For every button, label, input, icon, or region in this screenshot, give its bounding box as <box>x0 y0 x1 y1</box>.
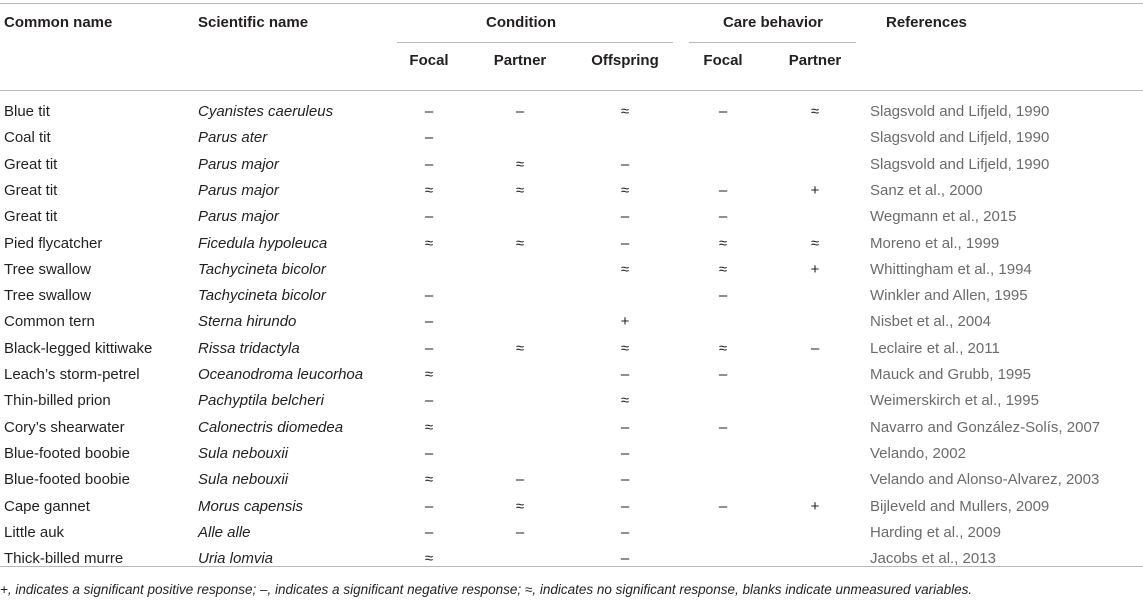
condition-offspring-cell: – <box>620 208 630 226</box>
condition-focal-cell: – <box>424 339 434 357</box>
reference-cell: Mauck and Grubb, 1995 <box>870 366 1031 383</box>
condition-offspring-cell: ≈ <box>620 260 630 278</box>
care-focal-cell: ≈ <box>718 260 728 278</box>
condition-focal-cell: – <box>424 313 434 331</box>
condition-offspring-cell: – <box>620 366 630 383</box>
scientific-name-cell: Parus major <box>198 181 279 199</box>
condition-offspring-cell: – <box>620 497 630 515</box>
table-footnote: +, indicates a significant positive response; –, indicates a significant negative response; ≈, indicates no significant response, blanks indicate unmeasured variables. <box>0 582 973 597</box>
common-name-cell: Blue tit <box>4 103 50 120</box>
scientific-name-cell: Pachyptila belcheri <box>198 392 324 410</box>
reference-cell: Nisbet et al., 2004 <box>870 313 991 331</box>
reference-cell: Navarro and González-Solís, 2007 <box>870 418 1101 436</box>
condition-focal-cell: – <box>424 444 434 462</box>
common-name-cell: Little auk <box>4 523 65 541</box>
care-focal-cell: – <box>718 287 728 305</box>
common-name-cell: Cory’s shearwater <box>4 418 125 436</box>
condition-offspring-cell: ≈ <box>620 339 630 357</box>
scientific-name-cell: Ficedula hypoleuca <box>198 234 328 252</box>
common-name-cell: Black-legged kittiwake <box>4 339 153 357</box>
care-focal-cell: – <box>718 366 728 383</box>
care-partner-cell: + <box>810 497 820 515</box>
condition-offspring-cell: – <box>620 418 630 436</box>
table-row <box>0 546 1143 572</box>
care-focal-cell: ≈ <box>718 234 728 252</box>
reference-cell: Slagsvold and Lifjeld, 1990 <box>870 155 1050 173</box>
header-care-partner: Partner <box>788 52 842 69</box>
condition-offspring-cell: – <box>620 155 630 173</box>
table-header <box>0 4 1143 91</box>
scientific-name-cell: Parus major <box>198 155 279 173</box>
scientific-name-cell: Rissa tridactyla <box>198 339 300 357</box>
condition-focal-cell: – <box>424 497 434 515</box>
header-care-focal: Focal <box>703 52 743 69</box>
header-common-name: Common name <box>4 14 113 31</box>
condition-group-rule <box>397 42 673 43</box>
condition-offspring-cell: – <box>620 444 630 462</box>
scientific-name-cell: Sula nebouxii <box>198 444 289 462</box>
header-condition-focal: Focal <box>409 52 449 69</box>
condition-focal-cell: ≈ <box>424 550 434 568</box>
common-name-cell: Leach’s storm-petrel <box>4 366 140 383</box>
scientific-name-cell: Tachycineta bicolor <box>198 260 326 278</box>
condition-offspring-cell: + <box>620 313 630 331</box>
table-row <box>0 309 1143 335</box>
care-partner-cell: – <box>810 339 820 357</box>
common-name-cell: Blue-footed boobie <box>4 444 130 462</box>
reference-cell: Slagsvold and Lifjeld, 1990 <box>870 103 1050 120</box>
header-care-behavior: Care behavior <box>722 14 824 31</box>
reference-cell: Velando, 2002 <box>870 444 966 462</box>
reference-cell: Winkler and Allen, 1995 <box>870 287 1028 305</box>
condition-partner-cell: – <box>515 471 525 489</box>
common-name-cell: Tree swallow <box>4 287 91 305</box>
care-partner-cell: ≈ <box>810 234 820 252</box>
common-name-cell: Pied flycatcher <box>4 234 103 252</box>
table-row <box>0 152 1143 178</box>
condition-offspring-cell: ≈ <box>620 392 630 410</box>
table-row <box>0 283 1143 309</box>
table-row <box>0 125 1143 151</box>
reference-cell: Moreno et al., 1999 <box>870 234 1000 252</box>
condition-offspring-cell: ≈ <box>620 103 630 120</box>
condition-focal-cell: – <box>424 208 434 226</box>
table-row <box>0 362 1143 388</box>
condition-focal-cell: – <box>424 287 434 305</box>
scientific-name-cell: Morus capensis <box>198 497 304 515</box>
condition-partner-cell: – <box>515 523 525 541</box>
table-row <box>0 467 1143 493</box>
scientific-name-cell: Tachycineta bicolor <box>198 287 326 305</box>
scientific-name-cell: Parus major <box>198 208 279 226</box>
condition-focal-cell: – <box>424 523 434 541</box>
common-name-cell: Coal tit <box>4 129 51 147</box>
condition-partner-cell: ≈ <box>515 497 525 515</box>
common-name-cell: Great tit <box>4 208 58 226</box>
header-references: References <box>886 14 967 31</box>
header-condition: Condition <box>486 14 556 31</box>
reference-cell: Sanz et al., 2000 <box>870 181 983 199</box>
header-condition-offspring: Offspring <box>591 52 659 69</box>
condition-offspring-cell: – <box>620 523 630 541</box>
condition-offspring-cell: – <box>620 471 630 489</box>
condition-offspring-cell: – <box>620 234 630 252</box>
care-partner-cell: ≈ <box>810 103 820 120</box>
table-row <box>0 257 1143 283</box>
condition-partner-cell: ≈ <box>515 155 525 173</box>
scientific-name-cell: Cyanistes caeruleus <box>198 103 334 120</box>
reference-cell: Slagsvold and Lifjeld, 1990 <box>870 129 1050 147</box>
condition-partner-cell: ≈ <box>515 234 525 252</box>
care-focal-cell: – <box>718 103 728 120</box>
scientific-name-cell: Uria lomvia <box>198 550 274 568</box>
common-name-cell: Great tit <box>4 155 58 173</box>
reference-cell: Weimerskirch et al., 1995 <box>870 392 1039 410</box>
care-focal-cell: – <box>718 497 728 515</box>
condition-focal-cell: ≈ <box>424 366 434 383</box>
care-partner-cell: + <box>810 260 820 278</box>
table-row <box>0 178 1143 204</box>
reference-cell: Jacobs et al., 2013 <box>870 550 996 568</box>
care-partner-cell: + <box>810 181 820 199</box>
condition-focal-cell: – <box>424 392 434 410</box>
table-body <box>0 91 1143 567</box>
condition-partner-cell: ≈ <box>515 181 525 199</box>
scientific-name-cell: Sterna hirundo <box>198 313 297 331</box>
care-focal-cell: – <box>718 208 728 226</box>
common-name-cell: Blue-footed boobie <box>4 471 130 489</box>
condition-focal-cell: – <box>424 129 434 147</box>
scientific-name-cell: Calonectris diomedea <box>198 418 344 436</box>
care-group-rule <box>689 42 856 43</box>
condition-offspring-cell: – <box>620 550 630 568</box>
table-row <box>0 231 1143 257</box>
common-name-cell: Cape gannet <box>4 497 90 515</box>
scientific-name-cell: Alle alle <box>198 523 251 541</box>
header-scientific-name: Scientific name <box>198 14 309 31</box>
common-name-cell: Great tit <box>4 181 58 199</box>
condition-focal-cell: – <box>424 103 434 120</box>
table-row <box>0 441 1143 467</box>
reference-cell: Wegmann et al., 2015 <box>870 208 1017 226</box>
data-table <box>0 3 1143 567</box>
table-row <box>0 415 1143 441</box>
scientific-name-cell: Parus ater <box>198 129 268 147</box>
condition-offspring-cell: ≈ <box>620 181 630 199</box>
common-name-cell: Common tern <box>4 313 95 331</box>
condition-partner-cell: – <box>515 103 525 120</box>
care-focal-cell: ≈ <box>718 339 728 357</box>
reference-cell: Whittingham et al., 1994 <box>870 260 1032 278</box>
common-name-cell: Tree swallow <box>4 260 91 278</box>
condition-focal-cell: ≈ <box>424 181 434 199</box>
common-name-cell: Thin-billed prion <box>4 392 111 410</box>
table-row <box>0 494 1143 520</box>
reference-cell: Harding et al., 2009 <box>870 523 1001 541</box>
common-name-cell: Thick-billed murre <box>4 550 124 568</box>
table-row <box>0 99 1143 125</box>
condition-focal-cell: ≈ <box>424 234 434 252</box>
scientific-name-cell: Oceanodroma leucorhoa <box>198 366 364 383</box>
reference-cell: Bijleveld and Mullers, 2009 <box>870 497 1050 515</box>
reference-cell: Velando and Alonso-Alvarez, 2003 <box>870 471 1100 489</box>
table-row <box>0 336 1143 362</box>
condition-partner-cell: ≈ <box>515 339 525 357</box>
care-focal-cell: – <box>718 418 728 436</box>
condition-focal-cell: ≈ <box>424 471 434 489</box>
table-row <box>0 388 1143 414</box>
table-row <box>0 204 1143 230</box>
header-condition-partner: Partner <box>493 52 547 69</box>
reference-cell: Leclaire et al., 2011 <box>870 339 1000 357</box>
table-row <box>0 520 1143 546</box>
condition-focal-cell: – <box>424 155 434 173</box>
scientific-name-cell: Sula nebouxii <box>198 471 289 489</box>
care-focal-cell: – <box>718 181 728 199</box>
condition-focal-cell: ≈ <box>424 418 434 436</box>
